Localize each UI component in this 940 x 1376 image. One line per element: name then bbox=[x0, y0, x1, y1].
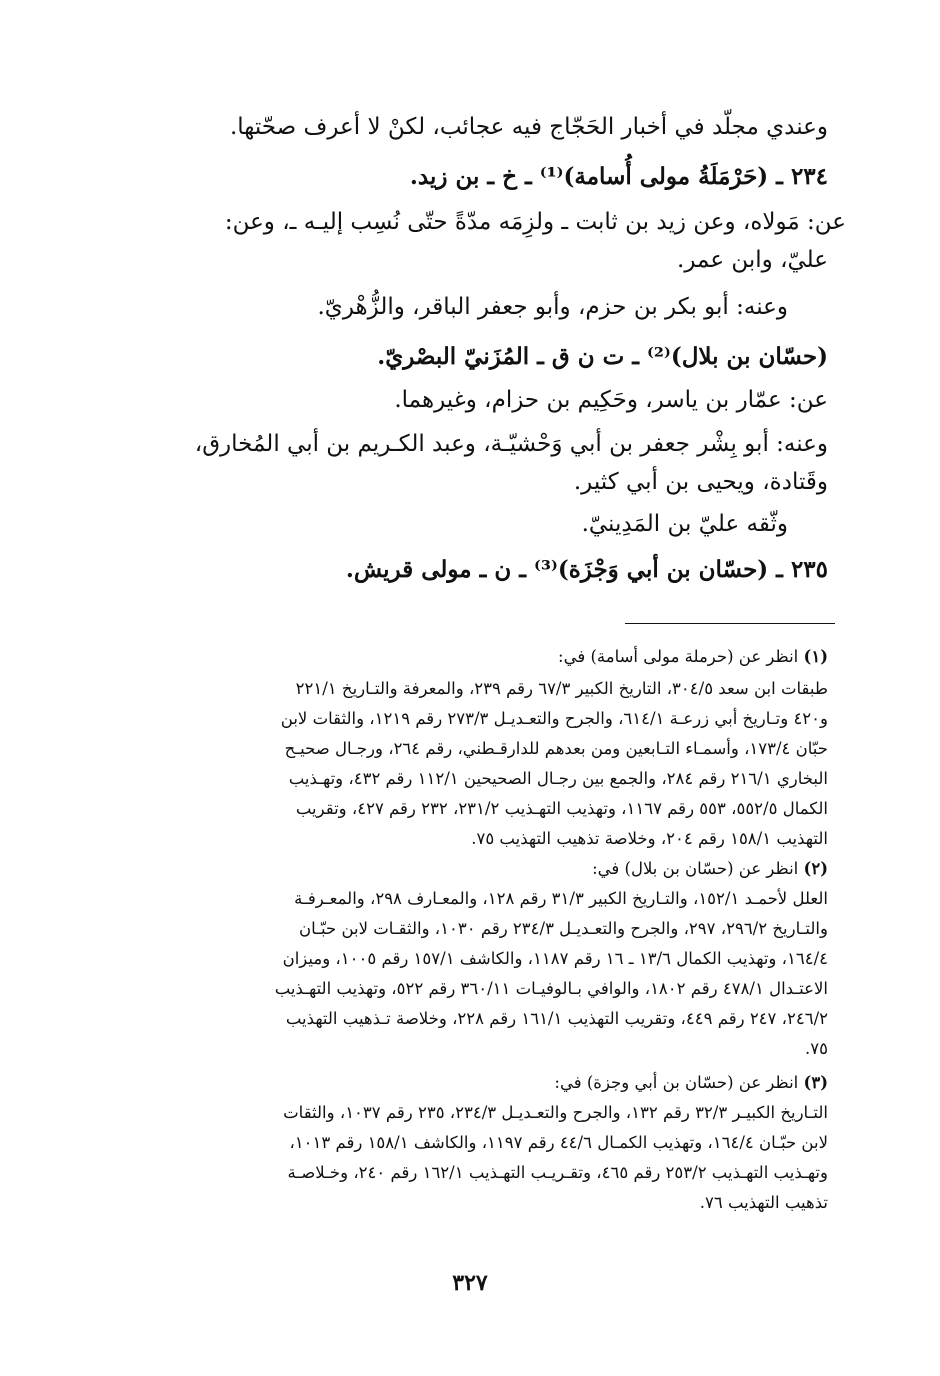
text-line: وعنه: أبو بكر بن حزم، وأبو جعفر الباقر، والزُّهْريّ. bbox=[317, 294, 788, 320]
footnote-line: الكمال ٥٥٢/٥، ٥٥٣ رقم ١١٦٧، وتهذيب التهـذيب ٢٣١/٢، ٢٣٢ رقم ٤٢٧، وتقريب bbox=[295, 799, 828, 818]
footnote-title: انظر عن (حسّان بن أبي وجزة) في: bbox=[554, 1073, 799, 1092]
footnote-line: و٤٢٠ وتـاريخ أبي زرعـة ٦١٤/١، والجرح والتعـديـل ٢٧٣/٣ رقم ١٢١٩، والثقات لابن bbox=[280, 709, 828, 728]
text-line: عليّ، وابن عمر. bbox=[677, 247, 828, 273]
footnote-line: ١٦٤/٤، وتهذيب الكمال ١٣/٦ ـ ١٦ رقم ١١٨٧، والكاشف ١٥٧/١ رقم ١٠٠٥، وميزان bbox=[282, 949, 828, 968]
footnote-line: تذهيب التهذيب ٧٦. bbox=[699, 1193, 828, 1212]
footnote-line: حبّان ١٧٣/٤، وأسمـاء التـابعين ومن بعدهم للدارقـطني، رقم ٢٦٤، ورجـال صحيـح bbox=[284, 739, 828, 758]
entry-heading-234: ٢٣٤ ـ (حَرْمَلَةُ مولى أُسامة)⁽¹⁾ ـ خ ـ بن زيد. bbox=[409, 163, 828, 190]
entry-heading-235: ٢٣٥ ـ (حسّان بن أبي وَجْزَة)⁽³⁾ ـ ن ـ مولى قريش. bbox=[345, 556, 828, 583]
page-number: ٣٢٧ bbox=[452, 1270, 488, 1296]
footnote-line: الاعتـدال ٤٧٨/١ رقم ١٨٠٢، والوافي بـالوفيـات ٣٦٠/١١ رقم ٥٢٢، وتهذيب التهـذيب bbox=[274, 979, 828, 998]
footnote-heading bbox=[554, 1070, 828, 1096]
footnote-number: (٣) bbox=[803, 1073, 828, 1092]
text-line: وقَتادة، ويحيى بن أبي كثير. bbox=[573, 469, 828, 495]
text-line: عن: مَولاه، وعن زيد بن ثابت ـ ولزِمَه مدّةً حتّى نُسِب إليـه ـ، وعن: bbox=[224, 209, 846, 235]
footnote-line: ٧٥. bbox=[805, 1039, 828, 1058]
footnote-title: انظر عن (حرملة مولى أسامة) في: bbox=[558, 647, 799, 666]
footnote-line: التـاريخ الكبيـر ٣٢/٣ رقم ١٣٢، والجرح والتعـديـل ٢٣٤/٣، ٢٣٥ رقم ١٠٣٧، والثقات bbox=[283, 1103, 828, 1122]
footnote-number: (٢) bbox=[803, 859, 828, 878]
footnote-number: (١) bbox=[803, 647, 828, 666]
footnote-line: طبقات ابن سعد ٣٠٤/٥، التاريخ الكبير ٦٧/٣ رقم ٢٣٩، والمعرفة والتـاريخ ٢٢١/١ bbox=[295, 679, 828, 698]
footnote-line: التهذيب ١٥٨/١ رقم ٢٠٤، وخلاصة تذهيب التهذيب ٧٥. bbox=[471, 829, 828, 848]
footnote-heading bbox=[558, 644, 828, 670]
entry-heading-hassan-bin-bilal: (حسّان بن بلال)⁽²⁾ ـ ت ن ق ـ المُزَنيّ البصْريّ. bbox=[377, 343, 828, 370]
footnote-line: وتهـذيب التهـذيب ٢٥٣/٢ رقم ٤٦٥، وتقـريـب التهـذيب ١٦٢/١ رقم ٢٤٠، وخـلاصـة bbox=[287, 1163, 828, 1182]
text-line: وثّقه عليّ بن المَدِينيّ. bbox=[581, 511, 788, 537]
text-line: وعنه: أبو بِشْر جعفر بن أبي وَحْشيّـة، وعبد الكـريم بن أبي المُخارق، bbox=[194, 431, 828, 457]
text-line: وعندي مجلّد في أخبار الحَجّاج فيه عجائب، لكنْ لا أعرف صحّتها. bbox=[229, 114, 828, 140]
footnote-separator bbox=[625, 623, 835, 624]
footnote-heading bbox=[592, 856, 828, 882]
footnote-line: لابن حبّـان ١٦٤/٤، وتهذيب الكمـال ٤٤/٦ رقم ١١٩٧، والكاشف ١٥٨/١ رقم ١٠١٣، bbox=[289, 1133, 828, 1152]
footnote-title: انظر عن (حسّان بن بلال) في: bbox=[592, 859, 799, 878]
footnote-line: البخاري ٢١٦/١ رقم ٢٨٤، والجمع بين رجـال الصحيحين ١١٢/١ رقم ٤٣٢، وتهـذيب bbox=[288, 769, 828, 788]
text-line: عن: عمّار بن ياسر، وحَكِيم بن حزام، وغيرهما. bbox=[394, 387, 828, 413]
footnote-line: العلل لأحمـد ١٥٢/١، والتـاريخ الكبير ٣١/٣ رقم ١٢٨، والمعـارف ٢٩٨، والمعـرفـة bbox=[294, 889, 828, 908]
footnote-line: والتـاريخ ٢٩٦/٢، ٢٩٧، والجرح والتعـديـل ٢٣٤/٣ رقم ١٠٣٠، والثقـات لابن حبّـان bbox=[299, 919, 828, 938]
footnote-line: ٢٤٦/٢، ٢٤٧ رقم ٤٤٩، وتقريب التهذيب ١٦١/١ رقم ٢٢٨، وخلاصة تـذهيب التهذيب bbox=[285, 1009, 828, 1028]
